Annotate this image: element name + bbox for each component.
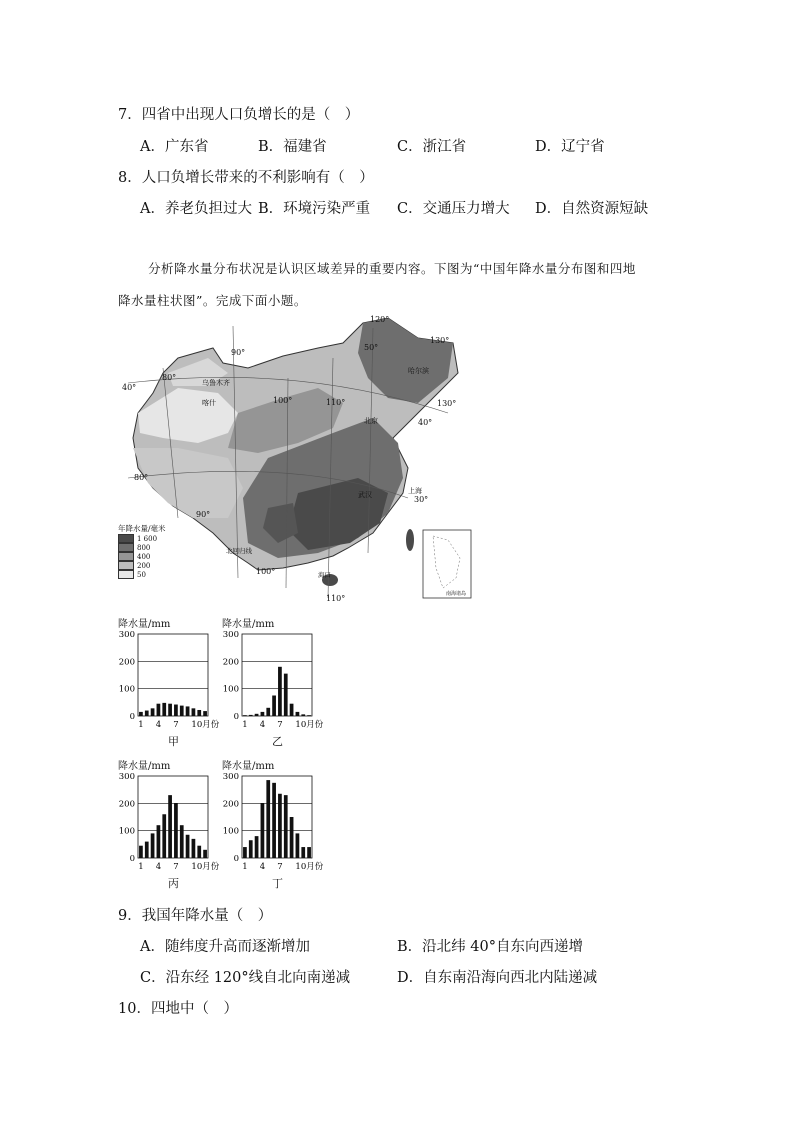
bar-month-9	[186, 835, 190, 858]
map-legend	[118, 523, 188, 579]
y-tick-label: 200	[222, 657, 239, 668]
bar-month-7	[278, 794, 282, 858]
x-tick-label: 10月份	[295, 720, 324, 730]
bar-month-10	[192, 708, 196, 716]
x-tick-label: 7	[277, 862, 283, 872]
bar-chart-svg	[222, 757, 332, 877]
bar-month-6	[272, 696, 276, 717]
label-lon-130a: 130°	[430, 336, 450, 345]
chart-ylabel: 降水量/mm	[222, 761, 275, 772]
bar-month-10	[296, 712, 300, 716]
plot-frame	[242, 634, 312, 716]
chart-bing-label: 丙	[168, 877, 179, 890]
y-tick-label: 100	[118, 684, 135, 695]
bar-month-4	[157, 704, 161, 716]
bar-month-7	[278, 667, 282, 716]
question-8-stem: 8．人口负增长带来的不利影响有（ ）	[118, 170, 374, 186]
label-lat-40w: 40°	[122, 383, 137, 392]
bar-month-4	[261, 712, 265, 716]
bar-month-9	[290, 817, 294, 858]
bar-month-3	[255, 714, 259, 716]
legend-row	[118, 552, 188, 561]
x-tick-label: 7	[277, 720, 283, 730]
x-tick-label: 4	[259, 862, 266, 872]
x-tick-label: 4	[259, 720, 266, 730]
q8-option-a[interactable]: A．养老负担过大	[140, 201, 252, 217]
x-tick-label: 1	[242, 720, 248, 730]
x-tick-label: 10月份	[191, 862, 220, 872]
q7-option-d[interactable]: D．辽宁省	[535, 139, 605, 155]
legend-value: 50	[137, 570, 146, 579]
bar-month-8	[284, 674, 288, 716]
x-tick-label: 1	[138, 862, 144, 872]
bar-month-5	[162, 814, 166, 858]
inset-frame	[423, 530, 471, 598]
x-tick-label: 10月份	[191, 720, 220, 730]
legend-swatch	[118, 552, 134, 561]
bar-month-1	[243, 715, 247, 716]
bar-month-5	[266, 780, 270, 858]
bar-month-12	[203, 850, 207, 858]
x-tick-label: 7	[173, 720, 179, 730]
bar-month-1	[139, 846, 143, 858]
bar-month-2	[249, 715, 253, 716]
tibet-zone	[133, 448, 243, 518]
chart-ylabel: 降水量/mm	[118, 619, 171, 630]
x-tick-label: 7	[173, 862, 179, 872]
bar-chart-svg	[118, 757, 228, 877]
label-lat-50: 50°	[364, 343, 379, 352]
question-10-stem: 10．四地中（ ）	[118, 1001, 238, 1017]
legend-row	[118, 561, 188, 570]
label-kashgar: 喀什	[202, 399, 216, 407]
y-tick-label: 200	[222, 799, 239, 810]
y-tick-label: 200	[118, 657, 135, 668]
bar-month-3	[151, 708, 155, 716]
bar-month-4	[157, 825, 161, 858]
taiwan	[406, 529, 414, 551]
y-tick-label: 300	[118, 772, 135, 782]
label-shanghai: 上海	[408, 487, 422, 495]
label-beijing: 北京	[364, 417, 378, 425]
legend-rows	[118, 534, 188, 579]
bar-month-1	[243, 847, 247, 858]
label-lon-110: 110°	[326, 398, 346, 407]
legend-row	[118, 570, 188, 579]
q7-option-b[interactable]: B．福建省	[258, 139, 327, 155]
label-lon-90: 90°	[231, 348, 246, 357]
label-tropic: 北回归线	[226, 547, 252, 555]
legend-swatch	[118, 534, 134, 543]
china-precipitation-map	[118, 315, 478, 603]
legend-row	[118, 543, 188, 552]
bar-month-5	[162, 703, 166, 716]
chart-yi	[222, 615, 332, 748]
q7-option-c[interactable]: C．浙江省	[397, 139, 467, 155]
bar-month-1	[139, 712, 143, 716]
q9-option-d[interactable]: D．自东南沿海向西北内陆递减	[397, 970, 598, 986]
question-7-stem: 7．四省中出现人口负增长的是（ ）	[118, 107, 360, 123]
bar-month-8	[284, 795, 288, 858]
bar-month-12	[203, 711, 207, 716]
y-tick-label: 300	[222, 772, 239, 782]
legend-value: 400	[137, 552, 151, 561]
question-9-stem: 9．我国年降水量（ ）	[118, 908, 273, 924]
y-tick-label: 300	[118, 630, 135, 640]
q9-option-b[interactable]: B．沿北纬 40°自东向西递增	[397, 939, 583, 955]
legend-swatch	[118, 570, 134, 579]
bar-month-3	[151, 833, 155, 858]
label-lat-40e: 40°	[418, 418, 433, 427]
label-wuhan: 武汉	[358, 491, 372, 499]
bar-month-6	[168, 795, 172, 858]
bar-month-9	[186, 706, 190, 716]
legend-value: 1 600	[137, 534, 158, 543]
y-tick-label: 100	[222, 826, 239, 837]
x-tick-label: 4	[155, 720, 162, 730]
bar-month-12	[307, 847, 311, 858]
label-lon-130b: 130°	[437, 399, 457, 408]
label-lon-80-south: 80°	[134, 473, 149, 482]
bar-month-2	[145, 711, 149, 716]
chart-ylabel: 降水量/mm	[222, 619, 275, 630]
legend-swatch	[118, 561, 134, 570]
legend-value: 800	[137, 543, 151, 552]
y-tick-label: 0	[129, 712, 135, 722]
q7-option-a[interactable]: A．广东省	[140, 139, 209, 155]
x-tick-label: 4	[155, 862, 162, 872]
legend-title: 年降水量/毫米	[118, 524, 166, 533]
chart-jia-label: 甲	[168, 735, 179, 748]
y-tick-label: 300	[222, 630, 239, 640]
label-lat-30: 30°	[414, 495, 429, 504]
bar-chart-svg	[222, 615, 332, 735]
legend-value: 200	[137, 561, 151, 570]
q9-option-a[interactable]: A．随纬度升高而逐渐增加	[140, 939, 310, 955]
bar-month-11	[301, 714, 305, 716]
bar-month-7	[174, 705, 178, 716]
y-tick-label: 0	[129, 854, 135, 864]
bar-month-5	[266, 708, 270, 716]
chart-jia	[118, 615, 228, 748]
intro-line-2: 降水量柱状图”。完成下面小题。	[118, 293, 307, 308]
bar-month-4	[261, 803, 265, 858]
label-inset: 南海诸岛	[446, 591, 467, 597]
bar-month-11	[301, 847, 305, 858]
bar-month-9	[290, 704, 294, 716]
y-tick-label: 200	[118, 799, 135, 810]
bar-month-10	[192, 839, 196, 858]
y-tick-label: 0	[233, 854, 239, 864]
bar-month-3	[255, 836, 259, 858]
q8-option-c[interactable]: C．交通压力增大	[397, 201, 510, 217]
label-lon-100: 100°	[273, 396, 293, 405]
chart-bing	[118, 757, 228, 890]
chart-ding	[222, 757, 332, 890]
label-lon-90-south: 90°	[196, 510, 211, 519]
bar-month-11	[197, 846, 201, 858]
bar-chart-svg	[118, 615, 228, 735]
bar-month-12	[307, 715, 311, 716]
y-tick-label: 0	[233, 712, 239, 722]
bar-month-6	[168, 704, 172, 716]
label-lon-100-south: 100°	[256, 567, 276, 576]
bar-month-2	[145, 842, 149, 858]
label-harbin: 哈尔滨	[408, 367, 429, 375]
bar-month-6	[272, 783, 276, 858]
chart-ylabel: 降水量/mm	[118, 761, 171, 772]
plot-frame	[138, 634, 208, 716]
bar-month-8	[180, 706, 184, 716]
y-tick-label: 100	[118, 826, 135, 837]
intro-line-1: 分析降水量分布状况是认识区域差异的重要内容。下图为“中国年降水量分布图和四地	[148, 261, 636, 276]
label-lon-110-south: 110°	[326, 594, 346, 603]
chart-yi-label: 乙	[272, 735, 283, 748]
label-urumqi: 乌鲁木齐	[202, 379, 230, 387]
bar-month-11	[197, 710, 201, 716]
chart-ding-label: 丁	[272, 877, 283, 890]
x-tick-label: 1	[242, 862, 248, 872]
label-lon-80: 80°	[162, 373, 177, 382]
q8-option-b[interactable]: B．环境污染严重	[258, 201, 371, 217]
bar-month-8	[180, 825, 184, 858]
y-tick-label: 100	[222, 684, 239, 695]
bar-month-7	[174, 803, 178, 858]
legend-row	[118, 534, 188, 543]
q8-option-d[interactable]: D．自然资源短缺	[535, 201, 649, 217]
label-lon-120: 120°	[370, 315, 390, 324]
bar-month-2	[249, 840, 253, 858]
x-tick-label: 1	[138, 720, 144, 730]
bar-month-10	[296, 833, 300, 858]
label-haikou: 海口	[318, 571, 331, 579]
x-tick-label: 10月份	[295, 862, 324, 872]
legend-swatch	[118, 543, 134, 552]
q9-option-c[interactable]: C．沿东经 120°线自北向南递减	[140, 970, 351, 986]
